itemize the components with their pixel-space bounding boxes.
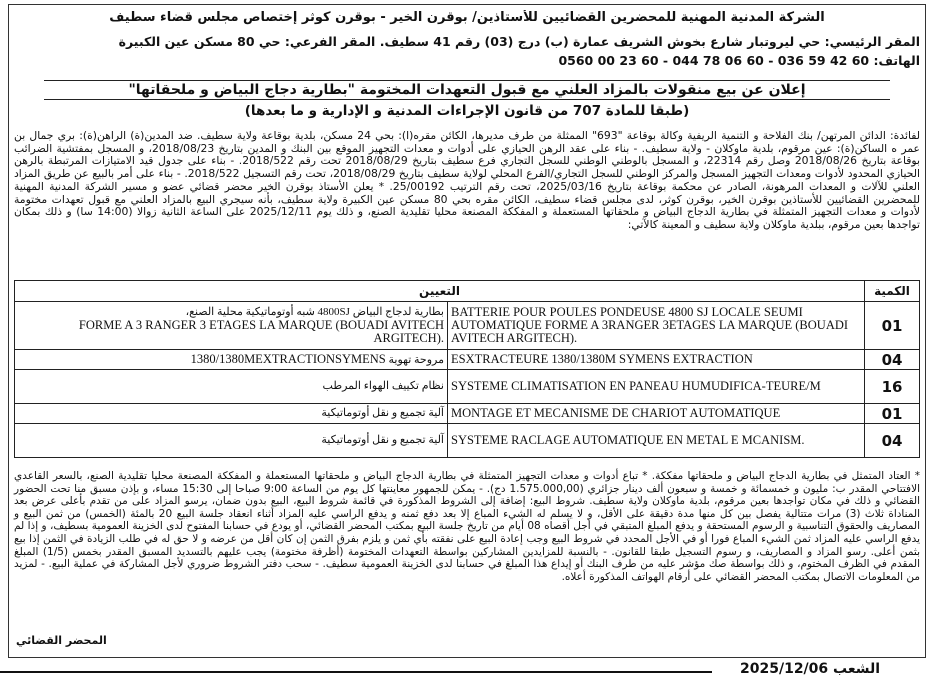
quantity-cell: 16 (865, 370, 920, 404)
designation-arabic: بطارية لدجاج البياض 4800SJ شبه أوتوماتيكية محلية الصنع، FORME A 3 RANGER 3 ETAGES LA MARQUE (BOUADI AVITECH ARGITECH). (15, 302, 448, 350)
quantity-cell: 01 (865, 404, 920, 424)
quantity-header: الكمية (865, 281, 920, 302)
address-line: المقر الرئيسي: حي ليروتبار شارع بخوش الشريف عمارة (ب) درج (03) رقم 41 سطيف. المقر الفرعي: حي 80 مسكن عين الكبيرة (118, 34, 920, 49)
table-row (15, 350, 920, 370)
designation-arabic: آلية تجميع و نقل أوتوماتيكية (15, 424, 448, 458)
quantity-cell: 04 (865, 350, 920, 370)
designation-french: SYSTEME CLIMATISATION EN PANEAU HUMUDIFICA-TEURE/M (448, 370, 865, 404)
designation-french: ESXTRACTEURE 1380/1380M SYMENS EXTRACTION (448, 350, 865, 370)
body-paragraph: لفائدة: الدائن المرتهن/ بنك الفلاحة و التنمية الريفية وكالة بوقاعة "693" الممثلة من طرف مديرها، الكائن مقره(ا): بحي 24 مسكن، بلدية بوقاعة ولاية سطيف. ضد المدين(ة) الراهن(ة): بري جمال بن عمر ه الساكن(ة): عين مرقوم، بلدية ماوكلان - ولاية سطيف. - بناء على عقد الرهن الحيازي على أدوات و معدات التجهيز الموقع بين البنك و المدين بتاريخ 2018/08/23، و المسجل بمفتشية الضرائب بوقاعة بتاريخ 2018/08/26 وصل رقم 22314، و المسجل بالوطني الوطني للسجل التجاري فرع سطيف بتاريخ 2018/08/29 تحت رقم 2018/522. - بناء على جدول قيد الامتيازات المرتبطة بالرهن الحيازي المحدود لأدوات ومعدات التجهيز المسجل والمركز الوطني للسجل التجاري/الفرع المحلي لولاية سطيف بتاريخ 2018/08/29، تحت رقم التسجيل 2018/522. - بناء على أمر بالبيع عن طريق المزاد العلني للآلات و المعدات المرهونة، الصادر عن محكمة بوقاعة بتاريخ 2025/03/16، تحت رقم الترتيب 25/00192. * يعلن الأستاذ بوقرن الخير محضر قضائي عضو و مسير الشركة المدنية المهنية للمحضرين القضائيين للأستاذين بوقرن الخير، بوقرن كوثر، لدى مجلس قضاء سطيف، الكائن مقره بحي 80 مسكن عين الكبيرة ولاية سطيف، بأنه سيجري البيع بالمزاد العلني مع قبول تعهدات مختومة لأدوات و معدات التجهيز المتمثلة في بطارية الدجاج البياض و ملحقاتها المستعملة و المفككة المصنعة محليا تقليدية الصنع، و ذلك يوم 2025/12/11 على الساعة الثانية زوالا (14:00 سا) و ذلك بمكان تواجدها بعين مرقوم، ببلدية ماوكلان ولاية سطيف و المعينة كالآتي: (14, 129, 921, 231)
quantity-cell: 04 (865, 424, 920, 458)
quantity-cell: 01 (865, 302, 920, 350)
table-header-row (15, 281, 920, 302)
designation-french: BATTERIE POUR POULES PONDEUSE 4800 SJ LOCALE SEUMI AUTOMATIQUE FORME A 3RANGER 3ETAGES LA MARQUE (BOUADI AVITECH ARGITECH). (448, 302, 865, 350)
designation-french: SYSTEME RACLAGE AUTOMATIQUE EN METAL E MCANISM. (448, 424, 865, 458)
conditions-paragraph: * العتاد المتمثل في بطارية الدجاج البياض و ملحقاتها مفككة. * تباع أدوات و معدات التجهيز المتمثلة في بطارية الدجاج البياض و ملحقاتها المستعملة و المفككة المصنعة محليا تقليدية الصنع، بالسعر القاعدي الافتتاحي المقدر ب: مليون و خمسمائة و خمسة و سبعون ألف دينار جزائري (1.575.000,00 دج). - يمكن للجمهور معاينتها كل يوم من الساعة 9:00 صباحا إلى 15:30 مساء، و بإذن مسبق منا تحت الحضور القضائي و ذلك في مكان تواجدها بعين مرقوم، بلدية ماوكلان ولاية سطيف. شروط البيع: إضافة إلى الشروط المذكورة في قائمة شروط البيع، البيع بدون ضمان، يرسو المزاد على من تقدم بأعلى عرض بعد المناداة ثلاث (3) مرات متتالية يفصل بين كل منها مدة دقيقة على الأقل، و لا يسلم له الشيء المباع إلا بعد دفع ثمنه و يدفع الراسي عليه المزاد أثناء انعقاد جلسة البيع 20 بالمئة (الخمس) من ثمن البيع و المصاريف والحقوق التناسبية و الرسوم المستحقة و يدفع المبلغ المتبقي في أجل أقصاه 08 أيام من تاريخ جلسة البيع بمكتب المحضر القضائي، أو يودع في حسابنا المفتوح لدى الخزينة العمومية بسطيف، و إذا لم يدفع الراسي عليه المزاد ثمن الشيء المباع فورا أو في الأجل المحدد في شروط البيع وجب إعادة البيع على نفقته بأي ثمن و يلزم بفرق الثمن إن كان أقل من عرضه و لا حق له في طلب الزيادة في الثمن إذا بيع بثمن أعلى. رسو المزاد و المصاريف، و رسوم التسجيل طبقا للقانون. - بالنسبة للمزايدين المشاركين بواسطة التعهدات المختومة (أظرفة مختومة) يجب عليهم بالتسديد المسبق المقدر بخمس (1/5) المبلغ المقدم في الظرف المختوم، و ذلك بواسطة صك مؤشر عليه من طرف البنك أو إيداع هذا المبلغ في حسابنا لدى الخزينة العمومية سطيف. - سحب دفتر الشروط ضروري لأجل المشاركة في عملية البيع. - لمزيد من المعلومات الاتصال بمكتب المحضر القضائي على أرقام الهواتف المذكورة أعلاه. (14, 470, 921, 583)
designation-header: التعيين (15, 281, 865, 302)
designation-arabic: نظام تكييف الهواء المرطب (15, 370, 448, 404)
company-header: الشركة المدنية المهنية للمحضرين القضائيين للأستاذين/ بوقرن الخير - بوقرن كوثر إختصاص مجلس قضاء سطيف (109, 10, 825, 25)
table-row (15, 370, 920, 404)
table-row (15, 424, 920, 458)
table-row (15, 404, 920, 424)
designation-arabic: مروحة تهوية 1380/1380MEXTRACTIONSYMENS (15, 350, 448, 370)
sale-conditions (14, 470, 920, 583)
phone-line: الهاتف: 60 42 59 036 - 60 06 78 044 - 60 23 00 0560 (558, 53, 920, 68)
designation-french: MONTAGE ET MECANISME DE CHARIOT AUTOMATIQUE (448, 404, 865, 424)
announcement-subtitle: (طبقا للمادة 707 من قانون الإجراءات المدنية و الإدارية و ما بعدها) (244, 103, 690, 119)
publication-line (740, 661, 880, 677)
bailiff-signature: المحضر القضائي (16, 634, 107, 647)
divider (0, 671, 712, 673)
publication-date: 2025/12/06 (740, 661, 829, 677)
table-row (15, 302, 920, 350)
newspaper-name: الشعب (833, 661, 881, 677)
notice-body (14, 130, 920, 232)
designation-arabic: آلية تجميع و نقل أوتوماتيكية (15, 404, 448, 424)
announcement-title: إعلان عن بيع منقولات بالمزاد العلني مع قبول التعهدات المختومة "بطارية دجاج البياض و ملحقاتها" (44, 80, 890, 100)
items-table (14, 280, 920, 458)
